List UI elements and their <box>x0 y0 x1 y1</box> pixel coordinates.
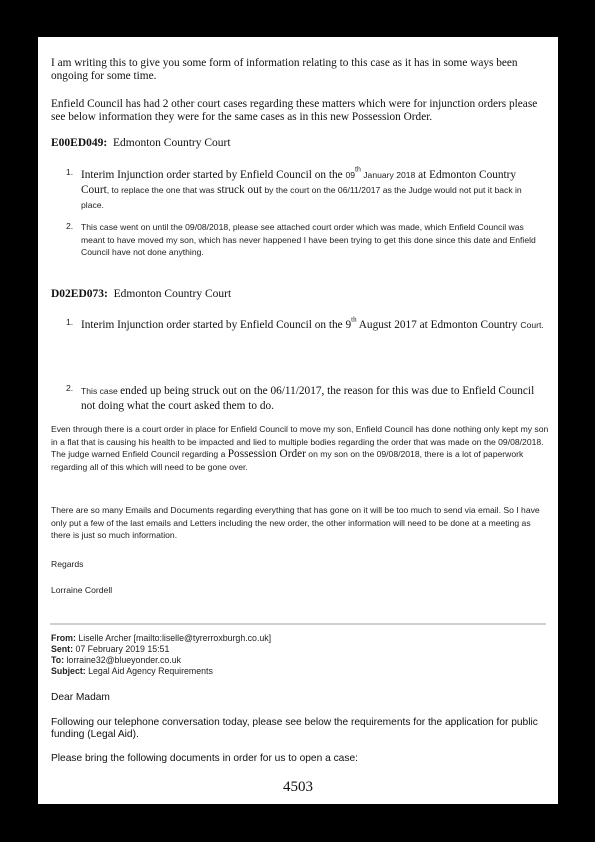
email-paragraph-2: Please bring the following documents in order for us to open a case: <box>51 753 358 764</box>
case2-court: Edmonton Country Court <box>113 288 232 300</box>
email-from-line: From: Liselle Archer [mailto:liselle@tyrerroxburgh.co.uk] <box>51 633 272 643</box>
list-number: 1. <box>66 167 74 177</box>
page-number: 4503 <box>283 779 313 795</box>
email-to-line: To: lorraine32@blueyonder.co.uk <box>51 655 182 665</box>
case1-item-1-text: Interim Injunction order started by Enfield Council on the 09th January 2018 at Edmonton Country Court, to replace the one that was struck out by the court on the 06/11/2017 as the Judge would not put it back in place. <box>81 166 522 210</box>
list-number: 1. <box>66 317 74 327</box>
signature-name: Lorraine Cordell <box>51 585 113 595</box>
email-sent-line: Sent: 07 February 2019 15:51 <box>51 644 170 654</box>
case1-code: E00ED049: <box>51 137 108 149</box>
document-page <box>38 37 558 804</box>
case1-item-2-text: This case went on until the 09/08/2018, please see attached court order which was made, which Enfield Council was meant to have moved my son, which has never happened I have been trying to get this done since this date and Enfield Council have not done anything. <box>81 222 536 257</box>
email-divider <box>50 623 546 625</box>
email-subject-line: Subject: Legal Aid Agency Requirements <box>51 666 213 676</box>
intro-paragraph-2: Enfield Council has had 2 other court cases regarding these matters which were for injunction orders please see below information they were for the same cases as in this new Possession Order. <box>51 98 538 123</box>
case2-code: D02ED073: <box>51 288 108 300</box>
body-paragraph-4: There are so many Emails and Documents regarding everything that has gone on it will be too much to send via email. So I have only put a few of the last emails and Letters including the new order, the other information will need to be done at a meeting as there is just so much information. <box>51 505 540 540</box>
case1-court: Edmonton Country Court <box>112 137 231 149</box>
email-paragraph-1: Following our telephone conversation today, please see below the requirements for the application for public funding (Legal Aid). <box>51 717 538 740</box>
list-number: 2. <box>66 221 74 231</box>
intro-paragraph-1: I am writing this to give you some form of information relating to this case as it has in some ways been ongoing for some time. <box>51 57 518 82</box>
case1-heading <box>51 137 231 149</box>
email-greeting: Dear Madam <box>51 692 110 703</box>
regards-line: Regards <box>51 559 84 569</box>
case2-item-2-text: This case ended up being struck out on the 06/11/2017, the reason for this was due to Enfield Council not doing what the court asked them to do. <box>81 385 535 412</box>
list-number: 2. <box>66 383 74 393</box>
body-paragraph-3: Even through there is a court order in place for Enfield Council to move my son, Enfield Council has done nothing only kept my son in a flat that is causing his health to be impacted and lied to multiple bodies regarding the order that was made on the 09/08/2018. The judge warned Enfield Council regarding a Possession Order on my son on the 09/08/2018, there is a lot of paperwork regarding all of this which will need to be gone over. <box>51 424 549 472</box>
case2-item-1-text: Interim Injunction order started by Enfield Council on the 9th August 2017 at Edmonton Country Court. <box>81 315 544 331</box>
case2-heading <box>51 288 231 300</box>
